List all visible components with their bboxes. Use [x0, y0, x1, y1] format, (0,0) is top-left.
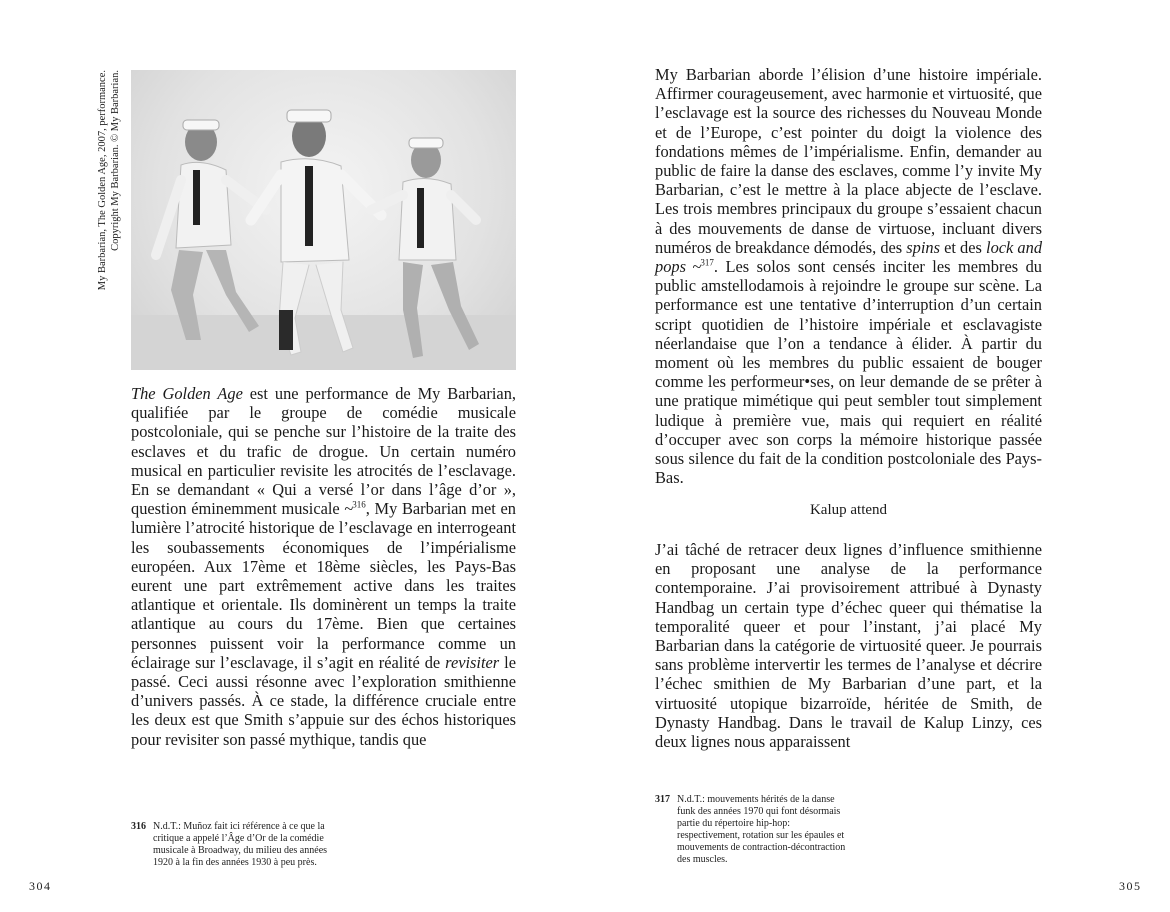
- footnote-number: 316: [131, 821, 146, 832]
- paragraph-text-a: My Barbarian aborde l’élision d’une histoire impériale. Affirmer courageusement, avec harmonie et virtuosité, que l’esclavage est la source des richesses du Nouveau Monde et de l’Europe, c’est pointer du doigt la violence des fondations mêmes de l’impérialisme. Enfin, demander au public de faire la danse des esclaves, comme l’y invite My Barbarian, c’est le mettre à la place abjecte de l’esclave. Les trois membres principaux du groupe s’essaient chacun à des mouvements de danse de virtuose, incluant divers numéros de breakdance démodés, des: [655, 65, 1042, 257]
- work-title: The Golden Age: [131, 384, 243, 403]
- paragraph-text-c: le passé. Ceci aussi résonne avec l’exploration smithienne d’univers passés. À ce stade, la différence cruciale entre les deux est que Smith s’appuie sur des échos historiques pour revisiter son passé mythique, tandis que: [131, 652, 516, 749]
- paragraph-text-c: . Les solos sont censés inciter les membres du public amstellodamois à rejoindre le groupe sur scène. La performance est une tentative d’interruption d’un certain script quotidien de l’histoire impériale et esclavagiste néerlandaise que l’on a tendance à élider. À partir du moment où les membres du public essaient de bouger comme les performeur•ses, on leur demande de se prêter à une pratique mimétique qui peut sembler tout simplement ludique à première vue, mais qui requiert en réalité d’occuper avec son corps la mémoire historique passée sous silence du fait de la condition postcoloniale des Pays-Bas.: [655, 257, 1042, 488]
- footnote-marker: ~: [344, 499, 353, 519]
- footnote-316: [131, 821, 331, 901]
- paragraph-text: J’ai tâché de retracer deux lignes d’influence smithienne en proposant une analyse de la performance contemporaine. J’ai provisoirement attribué à Dynasty Handbag un certain type d’échec queer qui thématise la temporalité queer et pour l’instant, j’ai placé My Barbarian dans la catégorie de virtuosité queer. Je pourrais sans problème intervertir les termes de l’analyse et décrire l’échec smithien de My Barbarian d’une part, et la virtuosité utopique bizarroïde, héritée de Smith, de Dynasty Handbag. Dans le travail de Kalup Linzy, ces deux lignes nous apparaissent: [655, 540, 1042, 752]
- paragraph-text-a: est une performance de My Barbarian, qualifiée par le groupe de comédie musicale postcoloniale, qui se penche sur l’histoire de la traite des esclaves et du trafic de drogue. Un certain numéro musical en particulier revisite les atrocités de l’esclavage. En se demandant « Qui a versé l’or dans l’âge d’or », question éminemment musicale: [131, 384, 516, 519]
- left-body-paragraph: [131, 384, 516, 749]
- caption-line-1: My Barbarian, The Golden Age, 2007, performance.: [97, 70, 108, 291]
- footnote-ref-317[interactable]: 317: [700, 257, 714, 268]
- footnote-number: 317: [655, 794, 670, 805]
- section-heading: Kalup attend: [809, 502, 888, 518]
- page-number-right: 305: [1119, 879, 1142, 893]
- performance-photo: [131, 70, 516, 370]
- footnote-317: [655, 794, 855, 894]
- performance-photo-image: [131, 70, 516, 370]
- caption-line-2: Copyright My Barbarian. © My Barbarian.: [110, 70, 121, 251]
- emphasis-lock-and-pops: lock and pops: [655, 237, 1043, 277]
- footnote-text: N.d.T.: mouvements hérités de la danse funk des années 1970 qui font désormais partie du répertoire hip-hop: respectivement, rotation sur les épaules et mouvements de contraction-décontraction des muscles.: [677, 794, 846, 865]
- right-body-paragraph-1: [655, 65, 1042, 487]
- page-number-left: 304: [29, 879, 52, 893]
- footnote-text: N.d.T.: Muñoz fait ici référence à ce que la critique a appelé l’Âge d’Or de la comédie musicale à Broadway, du milieu des années 1920 à la fin des années 1930 à peu près.: [153, 821, 328, 868]
- right-page: [585, 0, 1170, 912]
- footnote-marker: ~: [685, 257, 701, 277]
- photo-caption: [96, 70, 136, 370]
- paragraph-text-b: , My Barbarian met en lumière l’atrocité historique de l’esclavage en interrogeant les soubassements économiques de l’impérialisme européen. Aux 17ème et 18ème siècles, les Pays-Bas eurent une part extrêmement active dans les traites atlantique et orientale. Ils dominèrent un temps la traite atlantique au cours du 17ème. Bien que certaines personnes puissent voir la performance comme un éclairage sur l’esclavage, il s’agit en réalité de: [131, 499, 516, 672]
- emphasis-spins: spins: [906, 237, 940, 257]
- right-body-paragraph-2: [655, 540, 1042, 751]
- emphasis-revisiter: revisiter: [445, 652, 500, 672]
- footnote-ref-316[interactable]: 316: [352, 499, 366, 510]
- paragraph-text-b: et des: [940, 237, 987, 257]
